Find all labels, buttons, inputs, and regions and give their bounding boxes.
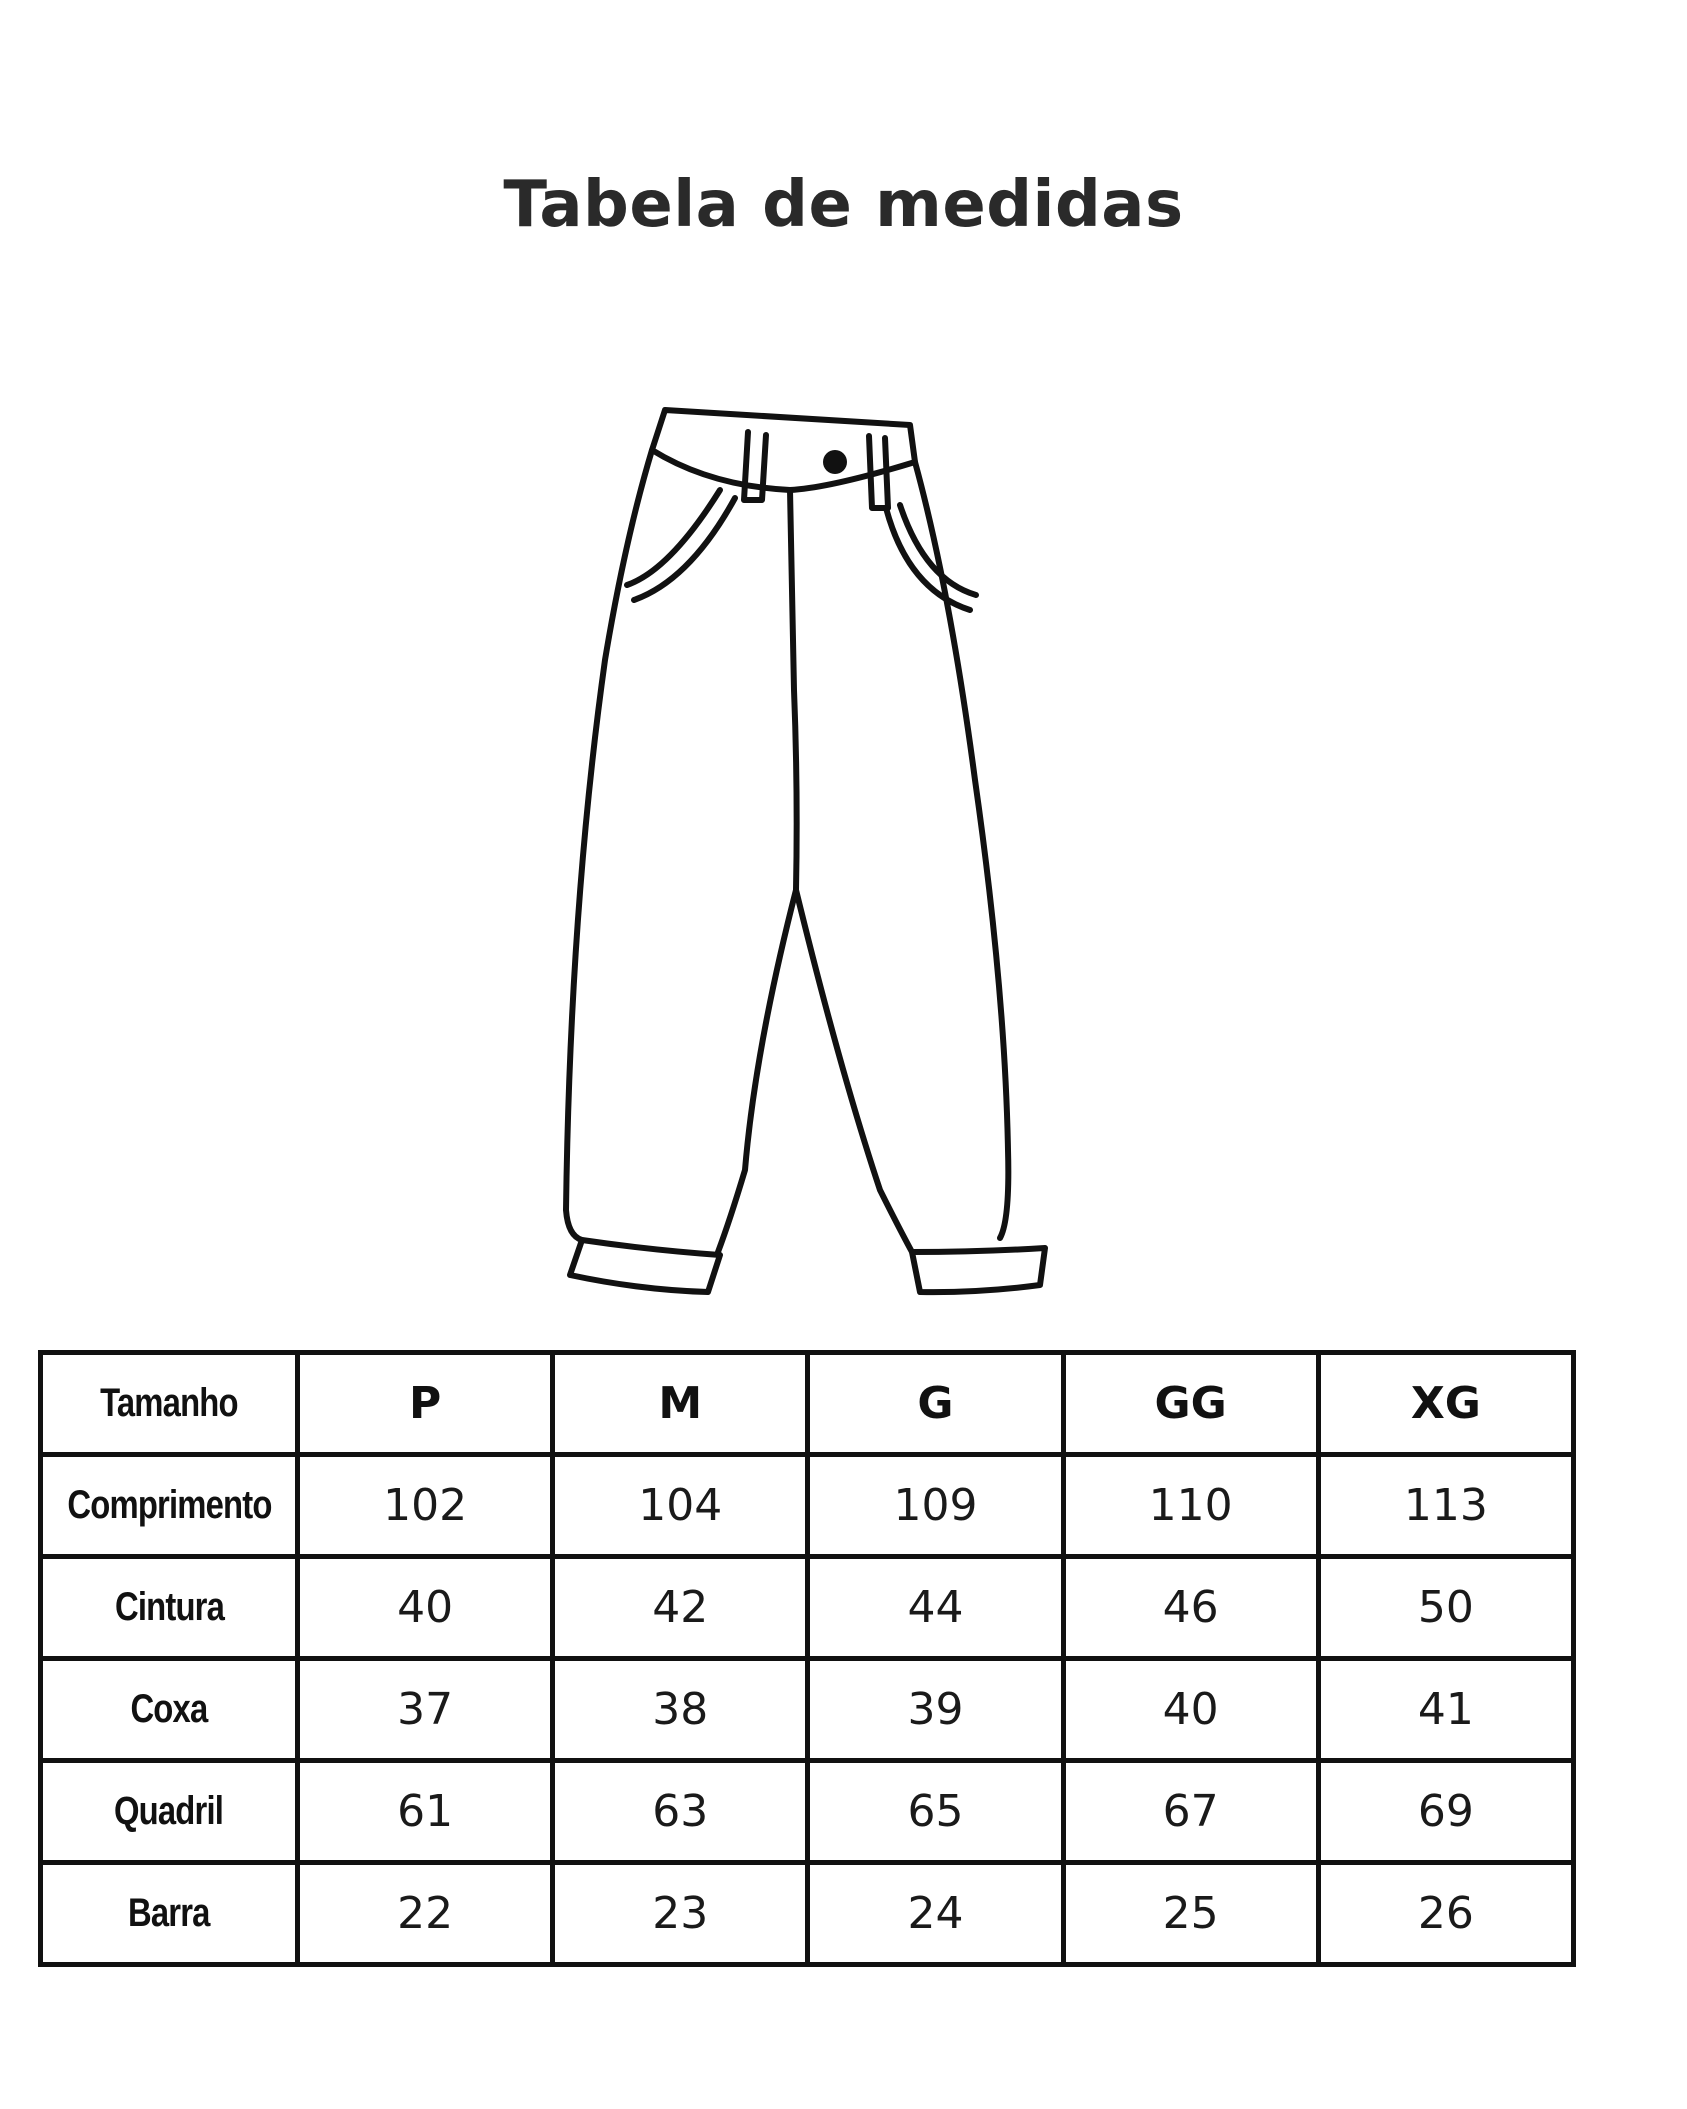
size-header-cell: P	[298, 1353, 553, 1455]
measure-cell: 61	[298, 1761, 553, 1863]
measure-cell: 24	[808, 1863, 1063, 1965]
measure-cell: 102	[298, 1455, 553, 1557]
measure-cell: 22	[298, 1863, 553, 1965]
size-table	[38, 1350, 1576, 1967]
measure-cell: 39	[808, 1659, 1063, 1761]
size-header-cell: GG	[1063, 1353, 1318, 1455]
measure-cell: 42	[553, 1557, 808, 1659]
measure-cell: 38	[553, 1659, 808, 1761]
measure-cell: 104	[553, 1455, 808, 1557]
table-row	[41, 1557, 1574, 1659]
table-row	[41, 1761, 1574, 1863]
measure-cell: 65	[808, 1761, 1063, 1863]
measure-cell: 50	[1318, 1557, 1573, 1659]
measure-cell: 109	[808, 1455, 1063, 1557]
measure-cell: 40	[298, 1557, 553, 1659]
measure-cell: 44	[808, 1557, 1063, 1659]
row-label-cell: Quadril	[41, 1761, 298, 1863]
pants-outline-icon	[530, 390, 1130, 1310]
row-label-cell: Comprimento	[41, 1455, 298, 1557]
measure-cell: 40	[1063, 1659, 1318, 1761]
row-label-cell: Cintura	[41, 1557, 298, 1659]
size-header-cell: M	[553, 1353, 808, 1455]
measure-cell: 23	[553, 1863, 808, 1965]
table-row	[41, 1659, 1574, 1761]
table-row	[41, 1455, 1574, 1557]
table-header-row	[41, 1353, 1574, 1455]
measure-cell: 46	[1063, 1557, 1318, 1659]
header-label-cell: Tamanho	[41, 1353, 298, 1455]
measure-cell: 69	[1318, 1761, 1573, 1863]
measure-cell: 110	[1063, 1455, 1318, 1557]
measure-cell: 113	[1318, 1455, 1573, 1557]
measure-cell: 25	[1063, 1863, 1318, 1965]
measure-cell: 37	[298, 1659, 553, 1761]
table-row	[41, 1863, 1574, 1965]
measure-cell: 67	[1063, 1761, 1318, 1863]
size-header-cell: XG	[1318, 1353, 1573, 1455]
measure-cell: 41	[1318, 1659, 1573, 1761]
measure-cell: 26	[1318, 1863, 1573, 1965]
measure-cell: 63	[553, 1761, 808, 1863]
page-title: Tabela de medidas	[503, 168, 1184, 242]
row-label-cell: Barra	[41, 1863, 298, 1965]
row-label-cell: Coxa	[41, 1659, 298, 1761]
size-header-cell: G	[808, 1353, 1063, 1455]
